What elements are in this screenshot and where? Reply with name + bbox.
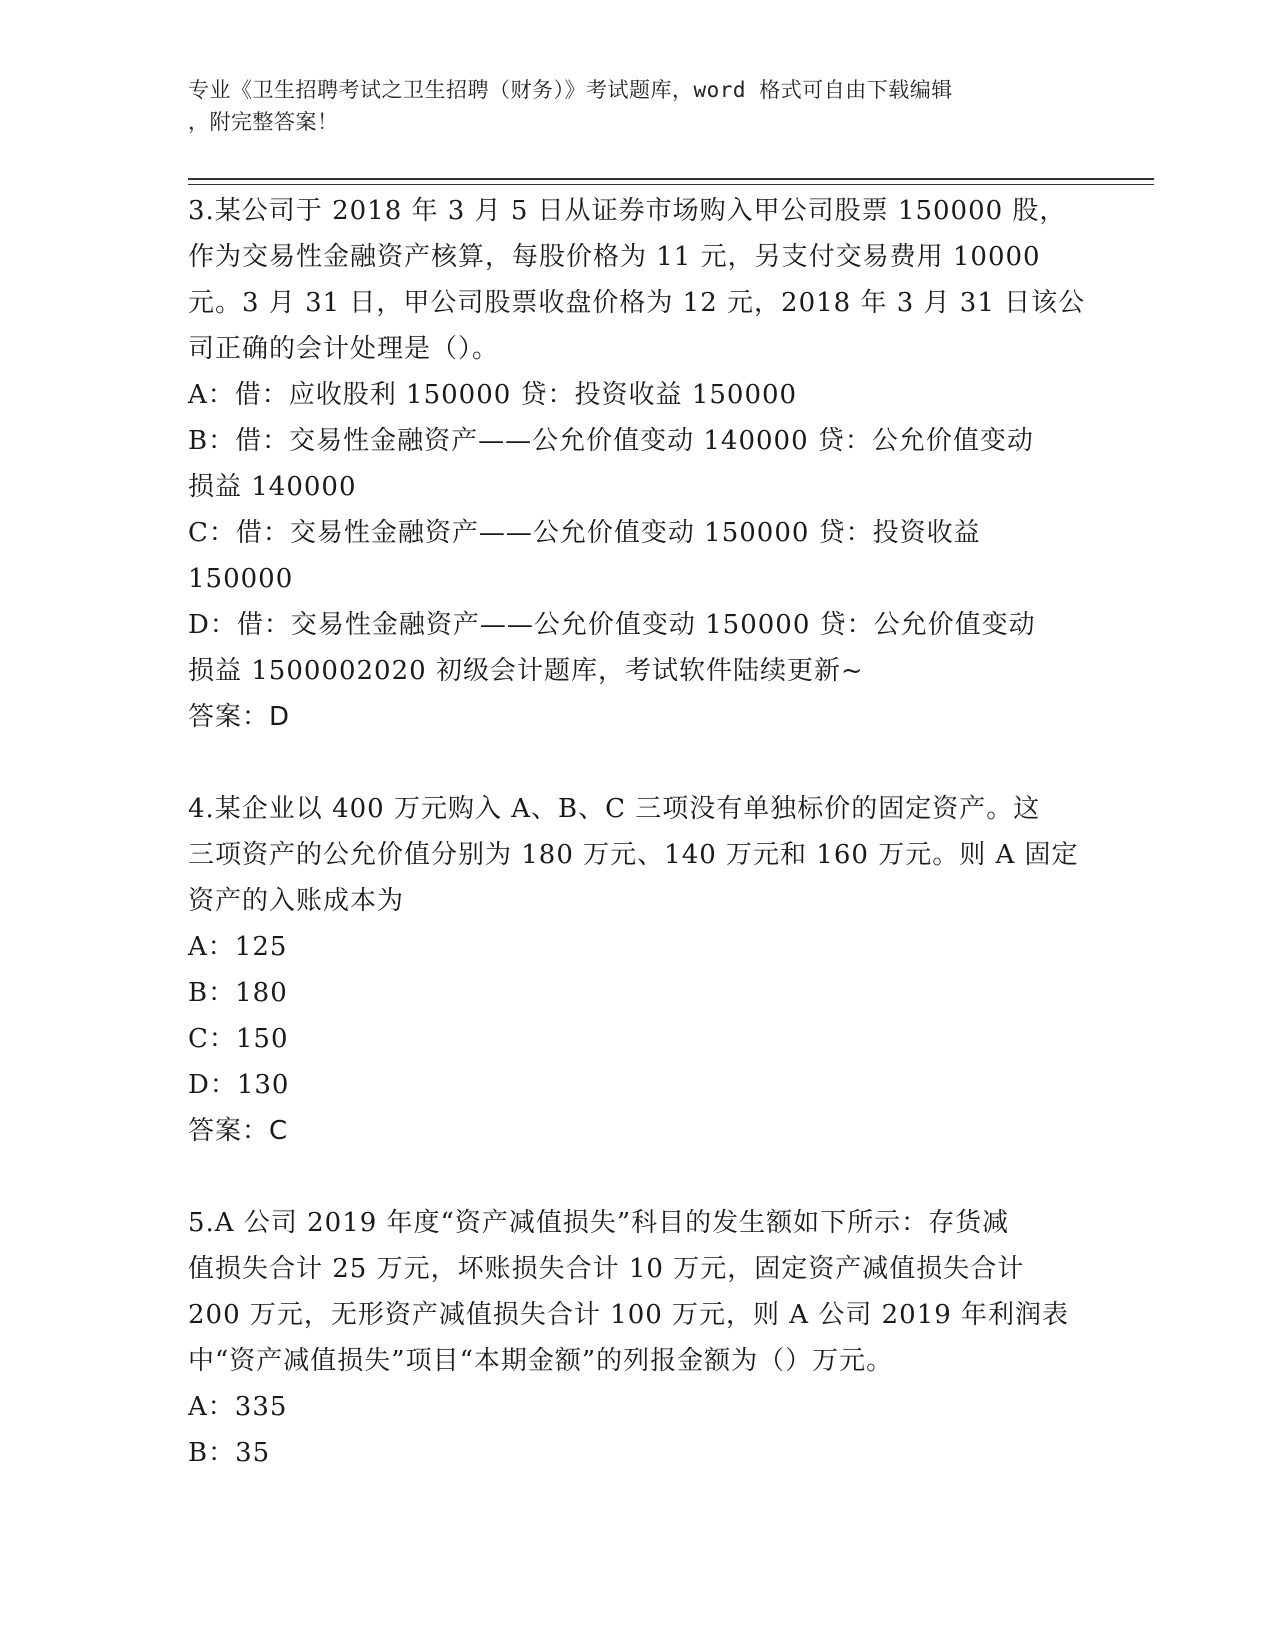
question-5-option-b: B：35 bbox=[188, 1438, 271, 1468]
question-5-stem-line: 200 万元，无形资产减值损失合计 100 万元，则 A 公司 2019 年利润表 bbox=[188, 1300, 1070, 1330]
question-3 bbox=[188, 188, 1088, 740]
question-5-stem-line: 中“资产减值损失”项目“本期金额”的列报金额为（）万元。 bbox=[188, 1346, 894, 1376]
question-3-option-c-cont: 150000 bbox=[188, 564, 294, 594]
question-3-option-b-cont: 损益 140000 bbox=[188, 472, 357, 502]
question-list bbox=[188, 188, 1088, 1476]
question-4-stem-line: 三项资产的公允价值分别为 180 万元、140 万元和 160 万元。则 A 固定 bbox=[188, 840, 1079, 870]
question-4-option-d: D：130 bbox=[188, 1070, 290, 1100]
question-3-option-a: A：借：应收股利 150000 贷：投资收益 150000 bbox=[188, 380, 798, 410]
question-4-option-c: C：150 bbox=[188, 1024, 289, 1054]
question-3-stem-line: 司正确的会计处理是（）。 bbox=[188, 334, 500, 364]
question-separator bbox=[188, 740, 1088, 786]
question-3-answer: 答案：D bbox=[188, 702, 291, 732]
question-4 bbox=[188, 786, 1088, 1154]
header-line-1: 专业《卫生招聘考试之卫生招聘（财务）》考试题库，word 格式可自由下载编辑 bbox=[188, 78, 953, 102]
question-3-option-d: D：借：交易性金融资产——公允价值变动 150000 贷：公允价值变动 bbox=[188, 610, 1036, 640]
question-4-option-b: B：180 bbox=[188, 978, 288, 1008]
question-3-stem-line: 3.某公司于 2018 年 3 月 5 日从证券市场购入甲公司股票 150000 股， bbox=[188, 196, 1067, 226]
question-5-stem-line: 值损失合计 25 万元，坏账损失合计 10 万元，固定资产减值损失合计 bbox=[188, 1254, 1025, 1284]
document-header bbox=[188, 74, 1088, 138]
header-rule-thin bbox=[188, 184, 1154, 185]
question-5 bbox=[188, 1200, 1088, 1476]
question-5-stem-line: 5.A 公司 2019 年度“资产减值损失”科目的发生额如下所示：存货减 bbox=[188, 1208, 1010, 1238]
question-4-option-a: A：125 bbox=[188, 932, 288, 962]
question-3-stem-line: 元。3 月 31 日，甲公司股票收盘价格为 12 元，2018 年 3 月 31 日该公 bbox=[188, 288, 1086, 318]
question-separator bbox=[188, 1154, 1088, 1200]
question-3-option-c: C：借：交易性金融资产——公允价值变动 150000 贷：投资收益 bbox=[188, 518, 981, 548]
question-3-stem-line: 作为交易性金融资产核算，每股价格为 11 元，另支付交易费用 10000 bbox=[188, 242, 1041, 272]
question-5-option-a: A：335 bbox=[188, 1392, 288, 1422]
header-line-2: ，附完整答案！ bbox=[188, 110, 339, 134]
question-3-option-d-cont: 损益 1500002020 初级会计题库，考试软件陆续更新~ bbox=[188, 656, 864, 686]
question-3-option-b: B：借：交易性金融资产——公允价值变动 140000 贷：公允价值变动 bbox=[188, 426, 1034, 456]
header-rule-thick bbox=[188, 178, 1154, 180]
question-4-stem-line: 资产的入账成本为 bbox=[188, 886, 405, 916]
question-4-stem-line: 4.某企业以 400 万元购入 A、B、C 三项没有单独标价的固定资产。这 bbox=[188, 794, 1041, 824]
question-4-answer: 答案：C bbox=[188, 1116, 289, 1146]
